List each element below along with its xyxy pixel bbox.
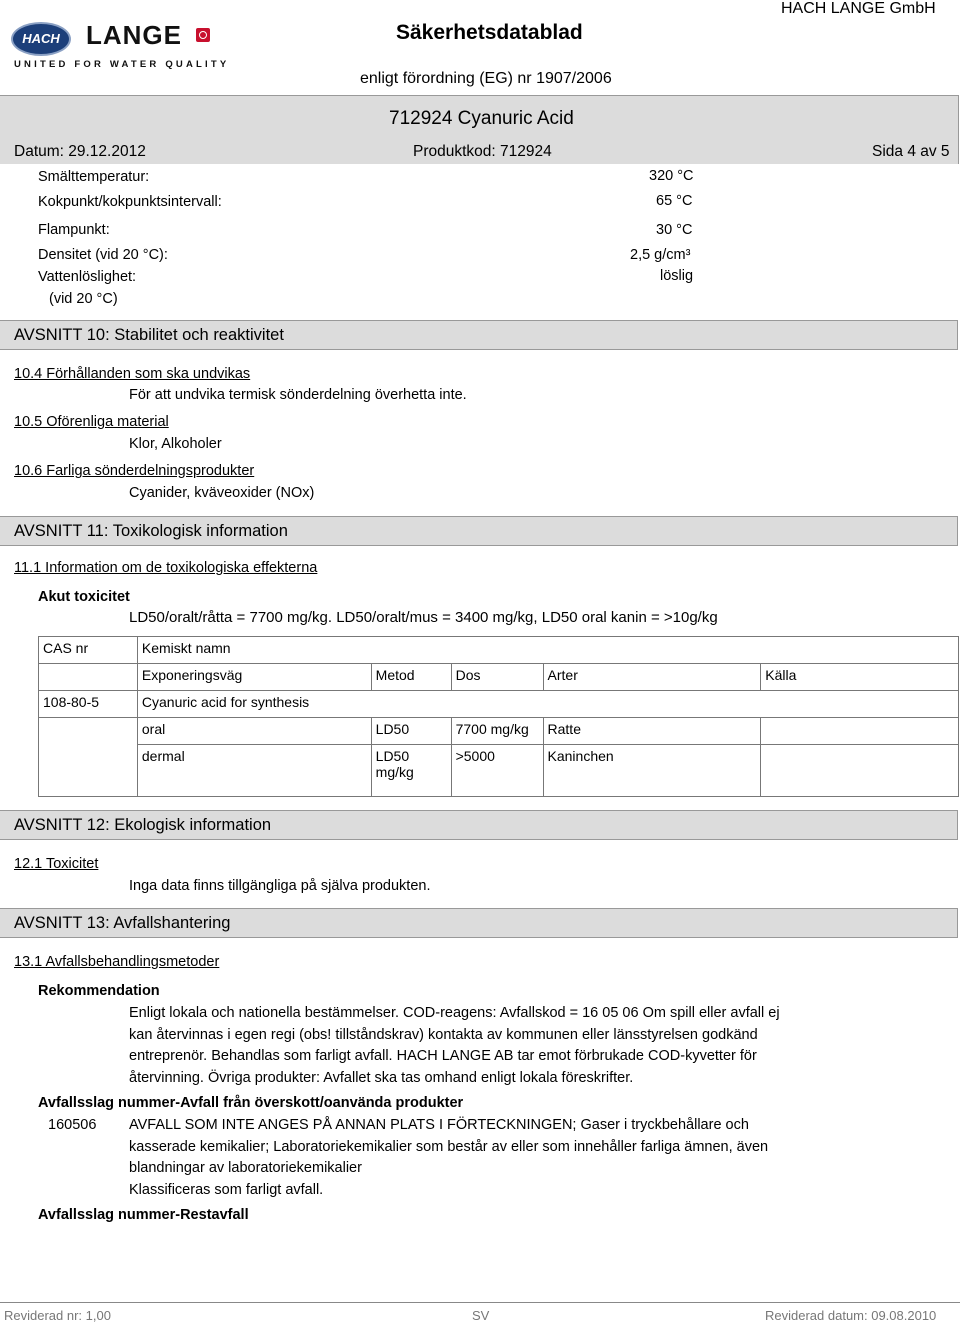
product-code: Produktkod: 712924 <box>413 143 552 160</box>
subsection-10-5-heading: 10.5 Oförenliga material <box>14 414 169 430</box>
property-value: löslig <box>660 268 694 284</box>
subsection-10-6-heading: 10.6 Farliga sönderdelningsprodukter <box>14 463 255 479</box>
dose-header: Dos <box>451 664 543 691</box>
source-cell <box>761 745 959 797</box>
company-name: HACH LANGE GmbH <box>781 0 936 17</box>
section-11-title: AVSNITT 11: Toxikologisk information <box>14 522 288 540</box>
property-label: Vattenlöslighet: <box>38 269 137 285</box>
method-value: LD50 <box>375 748 410 764</box>
recommendation-line: kan återvinnas i egen regi (obs! tillståndskrav) kontakta av kommunen eller länsstyrelsen godkänd <box>129 1027 758 1043</box>
waste-line: Klassificeras som farligt avfall. <box>129 1182 324 1198</box>
waste-line: kasserade kemikalier; Laboratoriekemikalier som består av eller som innehåller farliga ämnen, även <box>129 1139 769 1155</box>
section-12-bar <box>0 810 958 840</box>
route-header: Exponeringsväg <box>137 664 371 691</box>
route-cell: dermal <box>137 745 371 797</box>
section-13-bar <box>0 908 958 938</box>
property-label: Flampunkt: <box>38 222 110 238</box>
section-12-title: AVSNITT 12: Ekologisk information <box>14 816 272 834</box>
cas-header: CAS nr <box>39 637 138 664</box>
waste-line: blandningar av laboratoriekemikalier <box>129 1160 362 1176</box>
toxicity-table <box>38 636 959 797</box>
subsection-10-4-text: För att undvika termisk sönderdelning överhetta inte. <box>129 387 467 403</box>
product-title: 712924 Cyanuric Acid <box>389 108 574 129</box>
chemical-name: Cyanuric acid for synthesis <box>137 691 958 718</box>
property-value: 30 °C <box>656 222 693 238</box>
document-title: Säkerhetsdatablad <box>396 21 583 44</box>
source-header: Källa <box>761 664 959 691</box>
subsection-13-1-heading: 13.1 Avfallsbehandlingsmetoder <box>14 954 220 970</box>
subsection-11-1-heading: 11.1 Information om de toxikologiska effekterna <box>14 560 318 576</box>
dose-cell: >5000 <box>451 745 543 797</box>
waste-surplus-heading: Avfallsslag nummer-Avfall från överskott/oanvända produkter <box>38 1095 464 1111</box>
footer-language: SV <box>472 1308 490 1323</box>
recommendation-heading: Rekommendation <box>38 983 160 999</box>
subsection-12-1-text: Inga data finns tillgängliga på själva produkten. <box>129 878 431 894</box>
subsection-12-1-heading: 12.1 Toxicitet <box>14 856 99 872</box>
property-value: 320 °C <box>649 168 694 184</box>
footer-divider <box>0 1302 960 1303</box>
species-cell: Kaninchen <box>543 745 761 797</box>
property-value: 2,5 g/cm³ <box>630 247 691 263</box>
recommendation-line: entreprenör. Behandlas som farligt avfall. HACH LANGE AB tar emot förbrukade COD-kyvetter för <box>129 1048 757 1064</box>
species-cell: Ratte <box>543 718 761 745</box>
section-11-bar <box>0 516 958 546</box>
method-unit: mg/kg <box>375 764 414 780</box>
footer-revision-date: Reviderad datum: 09.08.2010 <box>765 1308 937 1323</box>
subsection-10-4-heading: 10.4 Förhållanden som ska undvikas <box>14 366 251 382</box>
recommendation-line: återvinning. Övriga produkter: Avfallet ska tas omhand enligt lokala föreskrifter. <box>129 1070 634 1086</box>
tagline: UNITED FOR WATER QUALITY <box>14 59 230 70</box>
chemical-name-header: Kemiskt namn <box>137 637 958 664</box>
section-10-title: AVSNITT 10: Stabilitet och reaktivitet <box>14 326 284 344</box>
page-number: Sida 4 av 5 <box>872 143 950 160</box>
lange-registered-icon <box>196 28 210 42</box>
species-header: Arter <box>543 664 761 691</box>
subsection-10-6-text: Cyanider, kväveoxider (NOx) <box>129 485 315 501</box>
property-value: 65 °C <box>656 193 693 209</box>
property-label: Smälttemperatur: <box>38 169 150 185</box>
regulation-text: enligt förordning (EG) nr 1907/2006 <box>360 70 612 87</box>
section-13-title: AVSNITT 13: Avfallshantering <box>14 914 231 932</box>
hach-logo <box>11 22 71 56</box>
waste-residual-heading: Avfallsslag nummer-Restavfall <box>38 1207 249 1223</box>
method-header: Metod <box>371 664 451 691</box>
acute-toxicity-heading: Akut toxicitet <box>38 589 130 605</box>
hach-logo-text: HACH <box>22 31 60 46</box>
subsection-10-5-text: Klor, Alkoholer <box>129 436 222 452</box>
recommendation-line: Enligt lokala och nationella bestämmelser. COD-reagens: Avfallskod = 16 05 06 Om spill eller avfall ej <box>129 1005 780 1021</box>
waste-line: AVFALL SOM INTE ANGES PÅ ANNAN PLATS I FÖRTECKNINGEN; Gaser i tryckbehållare och <box>129 1117 749 1133</box>
footer-revision: Reviderad nr: 1,00 <box>4 1308 111 1323</box>
waste-code: 160506 <box>48 1117 97 1133</box>
document-date: Datum: 29.12.2012 <box>14 143 146 160</box>
route-cell: oral <box>137 718 371 745</box>
dose-cell: 7700 mg/kg <box>451 718 543 745</box>
source-cell <box>761 718 959 745</box>
lange-logo: LANGE <box>86 20 182 50</box>
property-label: (vid 20 °C) <box>49 291 118 307</box>
method-cell: LD50 <box>371 718 451 745</box>
table-spacer-cell <box>39 718 138 797</box>
table-spacer-cell <box>39 664 138 691</box>
section-10-bar <box>0 320 958 350</box>
method-cell <box>371 745 451 797</box>
property-label: Densitet (vid 20 °C): <box>38 247 168 263</box>
property-label: Kokpunkt/kokpunktsintervall: <box>38 194 222 210</box>
cas-number: 108-80-5 <box>39 691 138 718</box>
acute-toxicity-text: LD50/oralt/råtta = 7700 mg/kg. LD50/oralt/mus = 3400 mg/kg, LD50 oral kanin = >10g/kg <box>129 609 718 626</box>
